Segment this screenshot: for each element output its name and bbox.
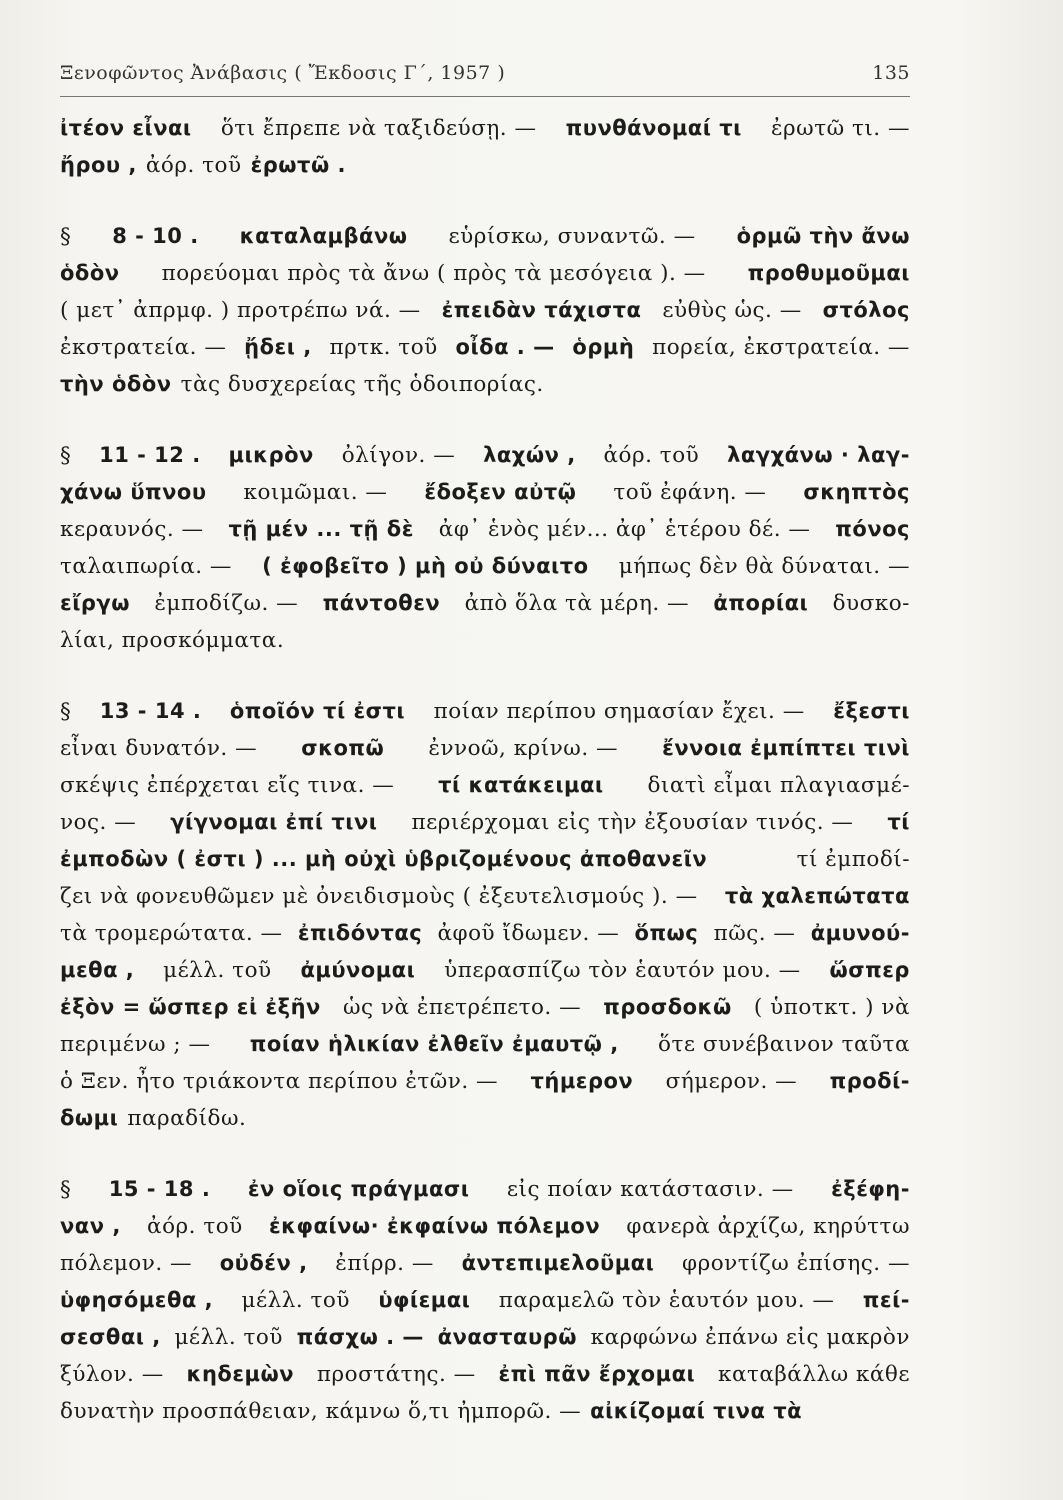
text-line [60,474,910,511]
glossary-term: ἀπορίαι [713,591,809,615]
glossary-term: μικρὸν [228,443,314,467]
definition-text: τὰς δυσχερείας τῆς ὁδοιπορίας. [180,372,544,397]
definition-text: πορεία, ἐκστρατεία. — [652,335,910,360]
definition-text: ὅτι ἔπρεπε νὰ ταξιδεύσῃ. — [220,116,537,141]
glossary-term: οἶδα . — [455,335,555,359]
definition-text: παραμελῶ τὸν ἑαυτόν μου. — [498,1288,835,1313]
definition-text: ἀόρ. τοῦ [603,443,700,468]
glossary-term: ὅπως [634,921,699,945]
glossary-term: ἐκφαίνω· ἐκφαίνω πόλεμον [268,1214,601,1238]
glossary-term: ἀμυνού- [810,921,910,945]
definition-text: σκέψις ἐπέρχεται εἴς τινα. — [60,773,395,798]
text-line [60,1245,910,1282]
glossary-term: ἐπειδὰν τάχιστα [441,298,642,322]
text-line [60,804,910,841]
glossary-term: ἔννοια ἐμπίπτει τινὶ [662,736,910,760]
definition-text: ἐπίρρ. — [335,1251,434,1276]
glossary-term: 15 - 18 . [108,1177,211,1201]
text-line [60,437,910,474]
definition-text: ταλαιπωρία. — [60,554,232,579]
glossary-term: τὴν ὁδὸν [60,372,172,396]
definition-text: § [60,699,72,724]
definition-text: εὐθὺς ὡς. — [662,298,802,323]
section-paragraph [60,218,910,403]
text-line [60,730,910,767]
glossary-term: καταλαμβάνω [239,224,408,248]
definition-text: ξύλον. — [60,1362,164,1387]
glossary-term: ἐρωτῶ . [250,153,346,177]
definition-text: τί ἐμποδί- [796,847,910,872]
section-paragraph [60,1171,910,1430]
text-line [60,1282,910,1319]
glossary-term: ὁρμῶ τὴν ἄνω [736,224,910,248]
glossary-term: εἴργω [60,591,130,615]
glossary-term: προθυμοῦμαι [747,261,910,285]
text-line [60,878,910,915]
glossary-term: ἀντεπιμελοῦμαι [461,1251,655,1275]
definition-text: σήμερον. — [665,1069,798,1094]
glossary-term: στόλος [822,298,910,322]
definition-text: περιμένω ; — [60,1032,211,1057]
glossary-term: 8 - 10 . [112,224,199,248]
definition-text: ὅτε συνέβαινον ταῦτα [658,1032,910,1057]
definition-text: ἐννοῶ, κρίνω. — [428,736,619,761]
header-rule [60,96,910,97]
glossary-term: πυνθάνομαί τι [565,116,742,140]
definition-text: πρτκ. τοῦ [329,335,438,360]
glossary-term: ἰτέον εἶναι [60,116,192,140]
definition-text: ( μετ᾽ ἀπρμφ. ) προτρέπω νά. — [60,298,421,323]
definition-text: καταβάλλω κάθε [718,1362,910,1387]
text-line [60,1171,910,1208]
text-line [60,110,910,147]
glossary-term: λαχών , [483,443,576,467]
text-line [60,1063,910,1100]
definition-text: νος. — [60,810,137,835]
definition-text: ἐμποδίζω. — [154,591,299,616]
text-line [60,147,910,184]
glossary-term: ἐν οἵοις πράγμασι [247,1177,470,1201]
definition-text: διατὶ εἶμαι πλαγιασμέ- [647,773,910,798]
definition-text: ἀφοῦ ἴδωμεν. — [437,921,620,946]
definition-text: πῶς. — [713,921,796,946]
definition-text: μέλλ. τοῦ [174,1325,283,1350]
text-line [60,255,910,292]
glossary-text [60,110,910,1430]
definition-text: ἀπὸ ὅλα τὰ μέρη. — [464,591,689,616]
definition-text: ποίαν περίπου σημασίαν ἔχει. — [433,699,805,724]
definition-text: τοῦ ἐφάνη. — [613,480,767,505]
glossary-term: τήμερον [530,1069,634,1093]
glossary-term: σεσθαι , [60,1325,161,1349]
glossary-term: 11 - 12 . [99,443,201,467]
text-line [60,952,910,989]
text-line [60,1393,910,1430]
running-header [60,62,910,84]
text-line [60,1100,910,1137]
glossary-term: πάντοθεν [322,591,441,615]
definition-text: § [60,443,72,468]
glossary-term: ἐμποδὼν ( ἐστι ) ... μὴ οὐχὶ ὑβριζομένους ἀποθανεῖν [60,847,708,871]
page-number: 135 [872,62,910,84]
text-line [60,693,910,730]
text-line [60,767,910,804]
text-line [60,511,910,548]
glossary-term: αἰκίζομαί τινα τὰ [590,1399,803,1423]
glossary-term: ποίαν ἡλικίαν ἐλθεῖν ἐμαυτῷ , [249,1032,619,1056]
glossary-term: κηδεμὼν [186,1362,295,1386]
text-line [60,622,910,659]
glossary-term: μεθα , [60,958,135,982]
glossary-term: ὑφίεμαι [378,1288,471,1312]
glossary-term: τῇ μέν ... τῇ δὲ [228,517,414,541]
definition-text: ἐκστρατεία. — [60,335,227,360]
definition-text: κεραυνός. — [60,517,204,542]
glossary-term: ἔδοξεν αὐτῷ [424,480,577,504]
glossary-term: προσδοκῶ [603,995,732,1019]
text-line [60,292,910,329]
text-line [60,1319,910,1356]
text-line [60,989,910,1026]
definition-text: κοιμῶμαι. — [243,480,388,505]
glossary-term: ναν , [60,1214,121,1238]
definition-text: § [60,224,72,249]
glossary-term: ἐξὸν = ὥσπερ εἰ ἐξῆν [60,995,321,1019]
definition-text: μέλλ. τοῦ [241,1288,350,1313]
definition-text: ὡς νὰ ἐπετρέπετο. — [343,995,582,1020]
definition-text: δυσκο- [832,591,910,616]
section-paragraph [60,693,910,1137]
text-line [60,548,910,585]
glossary-term: ἐπιδόντας [297,921,423,945]
definition-text: § [60,1177,72,1202]
text-line [60,841,910,878]
glossary-term: ἐπὶ πᾶν ἔρχομαι [498,1362,696,1386]
section-paragraph [60,437,910,659]
glossary-term: πάσχω . — [296,1325,424,1349]
definition-text: εὑρίσκω, συναντῶ. — [448,224,696,249]
definition-text: ( ὑποτκτ. ) νὰ [753,995,910,1020]
definition-text: τὰ τρομερώτατα. — [60,921,283,946]
definition-text: προστάτης. — [316,1362,476,1387]
running-title: Ξενοφῶντος Ἀνάβασις ( Ἔκδοσις Γ΄, 1957 ) [60,62,506,84]
glossary-term: ἔξεστι [833,699,910,723]
definition-text: ἀφ᾽ ἑνὸς μέν... ἀφ᾽ ἑτέρου δέ. — [438,517,811,542]
definition-text: ὀλίγον. — [341,443,456,468]
glossary-term: ὁποῖόν τί ἐστι [229,699,406,723]
glossary-term: ἤρου , [60,153,137,177]
definition-text: πορεύομαι πρὸς τὰ ἄνω ( πρὸς τὰ μεσόγεια ). — [161,261,706,286]
glossary-term: ὥσπερ [829,958,910,982]
definition-text: ὁ Ξεν. ἦτο τριάκοντα περίπου ἐτῶν. — [60,1069,499,1094]
text-line [60,366,910,403]
glossary-term: δωμι [60,1106,119,1130]
glossary-term: ( ἐφοβεῖτο ) μὴ οὐ δύναιτο [262,554,589,578]
glossary-term: ᾔδει , [244,335,312,359]
definition-text: ὑπερασπίζω τὸν ἑαυτόν μου. — [444,958,801,983]
glossary-term: πόνος [835,517,910,541]
text-line [60,1026,910,1063]
text-line [60,329,910,366]
glossary-term: πεί- [862,1288,910,1312]
glossary-term: προδί- [829,1069,910,1093]
definition-text: φανερὰ ἀρχίζω, κηρύττω [626,1214,910,1239]
definition-text: φροντίζω ἐπίσης. — [682,1251,910,1276]
glossary-term: σκοπῶ [301,736,385,760]
glossary-term: 13 - 14 . [99,699,202,723]
text-line [60,1356,910,1393]
glossary-term: οὐδέν , [219,1251,308,1275]
glossary-term: τὰ χαλεπώτατα [724,884,910,908]
text-line [60,585,910,622]
glossary-term: τί κατάκειμαι [438,773,604,797]
definition-text: ἀόρ. τοῦ [147,1214,243,1239]
definition-text: ἀόρ. τοῦ [145,153,242,178]
glossary-term: ὑφησόμεθα , [60,1288,214,1312]
definition-text: μέλλ. τοῦ [163,958,272,983]
glossary-term: χάνω ὕπνου [60,480,207,504]
glossary-term: σκηπτὸς [803,480,910,504]
definition-text: πόλεμον. — [60,1251,192,1276]
definition-text: περιέρχομαι εἰς τὴν ἐξουσίαν τινός. — [411,810,854,835]
glossary-term: τί [887,810,910,834]
definition-text: παραδίδω. [127,1106,247,1131]
text-line [60,1208,910,1245]
glossary-term: ἀμύνομαι [300,958,416,982]
definition-text: καρφώνω ἐπάνω εἰς μακρὸν [590,1325,910,1350]
definition-text: μήπως δὲν θὰ δύναται. — [618,554,910,579]
glossary-term: ἀνασταυρῶ [437,1325,577,1349]
definition-text: εἶναι δυνατόν. — [60,736,258,761]
definition-text: δυνατὴν προσπάθειαν, κάμνω ὅ,τι ἠμπορῶ. — [60,1399,582,1424]
definition-text: εἰς ποίαν κατάστασιν. — [506,1177,794,1202]
definition-text: λίαι, προσκόμματα. [60,628,285,653]
definition-text: ἐρωτῶ τι. — [771,116,910,141]
text-line [60,915,910,952]
definition-text: ζει νὰ φονευθῶμεν μὲ ὀνειδισμοὺς ( ἐξευτελισμούς ). — [60,884,698,909]
glossary-term: λαγχάνω · λαγ- [727,443,910,467]
glossary-term: ὁδὸν [60,261,120,285]
glossary-term: ὁρμὴ [572,335,635,359]
text-line [60,218,910,255]
section-paragraph [60,110,910,184]
glossary-term: ἐξέφη- [831,1177,910,1201]
glossary-term: γίγνομαι ἐπί τινι [170,810,378,834]
